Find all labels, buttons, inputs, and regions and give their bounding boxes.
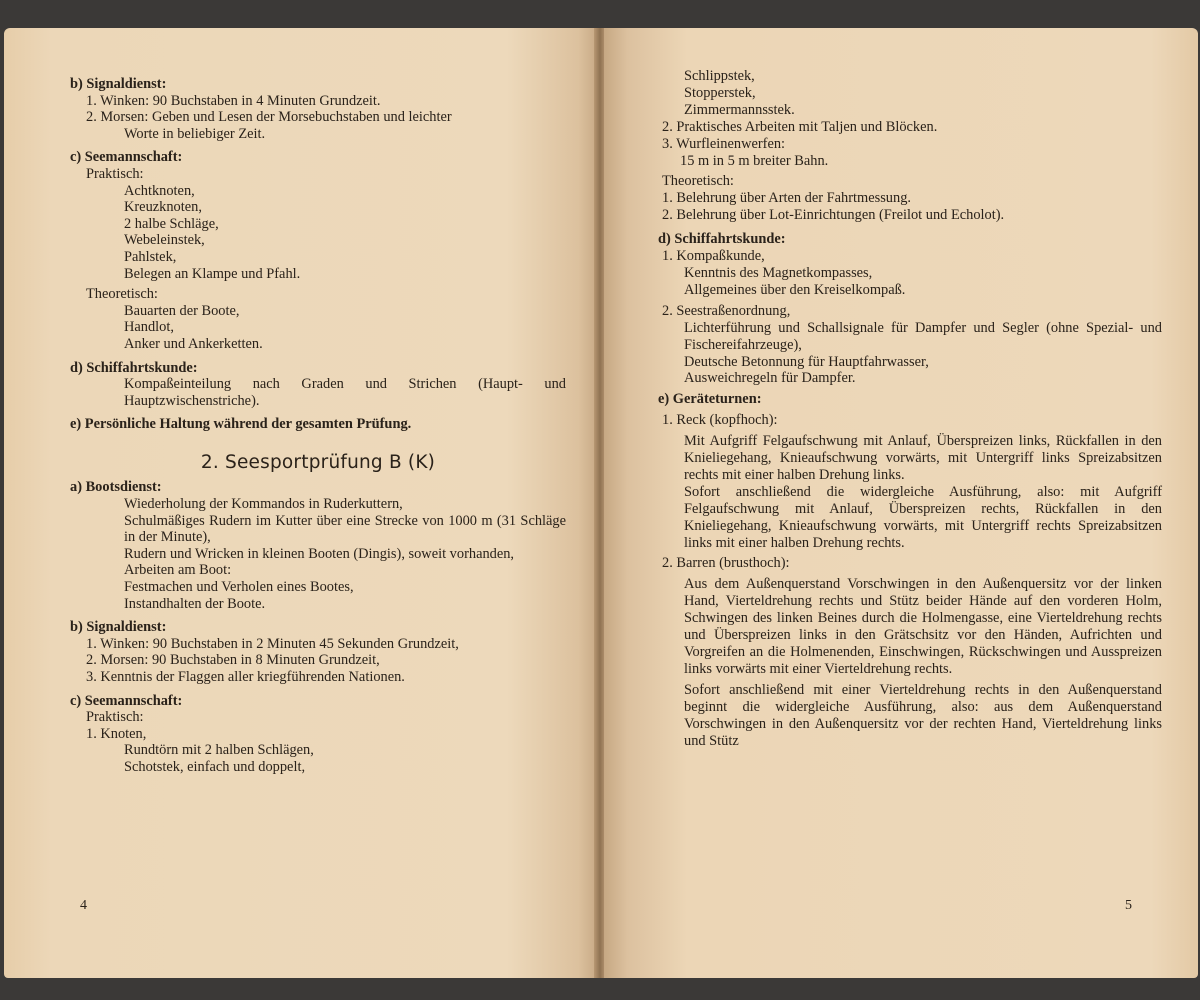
right-page: [604, 28, 1198, 978]
text-line: Sofort anschließend die widergleiche Ausführung, also: mit Aufgriff Felgaufschwung mit Anlauf, Überspreizen rechts, Rückfallen in den Knieliegehang, Knieaufschwung vorwärts, mit Untergriff rechts Spreizabsitzen links mit einer halben Drehung rechts.: [684, 483, 1162, 551]
text-line: Bauarten der Boote,: [124, 302, 240, 319]
text-line: Praktisch:: [86, 709, 144, 726]
text-line: 2. Morsen: 90 Buchstaben in 8 Minuten Grundzeit,: [86, 652, 380, 669]
subsection-title: e) Geräteturnen:: [658, 391, 762, 408]
text-line: Anker und Ankerketten.: [124, 335, 263, 352]
text-line: Arbeiten am Boot:: [124, 562, 232, 579]
text-line: Webeleinstek,: [124, 232, 205, 249]
subsection-title: c) Seemannschaft:: [70, 149, 183, 166]
text-line: Mit Aufgriff Felgaufschwung mit Anlauf, Überspreizen links, Rückfallen in den Knieliegehang, Knieaufschwung vorwärts, mit Untergriff links Spreizabsitzen rechts mit einer halben Drehung links.: [684, 433, 1162, 483]
text-line: Instandhalten der Boote.: [124, 595, 266, 612]
text-line: Rudern und Wricken in kleinen Booten (Dingis), soweit vorhanden,: [124, 545, 515, 562]
subsection-title: b) Signaldienst:: [70, 619, 167, 636]
page-number-left: 4: [80, 898, 87, 913]
section-heading: 2. Seesportprüfung B (K): [200, 451, 436, 473]
left-page-content: [70, 76, 566, 776]
subsection-title: e) Persönliche Haltung während der gesamten Prüfung.: [70, 416, 412, 433]
text-line: Kenntnis des Magnetkompasses,: [684, 264, 873, 281]
text-line: Sofort anschließend mit einer Vierteldrehung rechts in den Außenquerstand beginnt die widergleiche Ausführung, also: aus dem Außenquerstand Vorschwingen in den Außenquersitz vor der rechten Hand, Vierteldrehung links und Stütz: [684, 681, 1162, 749]
text-line: 3. Wurfleinenwerfen:: [662, 135, 786, 152]
right-page-content: [658, 68, 1162, 749]
subsection-title: c) Seemannschaft:: [70, 692, 183, 709]
text-line: Aus dem Außenquerstand Vorschwingen in den Außenquersitz vor der linken Hand, Vierteldrehung rechts und Stütz beider Hände auf den vorderen Holm, Schwingen des linken Beines durch die Holmengasse, eine Vierteldrehung rechts und Überspreizen links in den Grätschsitz vor den Händen, Aufrichten und Vorgreifen an die Holmenenden, Einschwingen, Rückschwingen und Ausspreizen links vorwärts mit einer Vierteldrehung rechts.: [684, 576, 1162, 677]
left-page: [4, 28, 596, 978]
subsection-title: d) Schiffahrtskunde:: [658, 231, 786, 248]
text-line: Schotstek, einfach und doppelt,: [124, 758, 306, 775]
text-line: 1. Reck (kopfhoch):: [662, 412, 778, 429]
subsection-title: a) Bootsdienst:: [70, 479, 162, 496]
text-line: Deutsche Betonnung für Hauptfahrwasser,: [684, 353, 929, 370]
text-line: 1. Winken: 90 Buchstaben in 2 Minuten 45 Sekunden Grundzeit,: [86, 635, 459, 652]
text-line: Stopperstek,: [684, 84, 756, 101]
text-line: Praktisch:: [86, 165, 144, 182]
text-line: 1. Belehrung über Arten der Fahrtmessung.: [662, 190, 911, 207]
text-line: Allgemeines über den Kreiselkompaß.: [684, 281, 906, 298]
text-line: 2. Belehrung über Lot-Einrichtungen (Freilot und Echolot).: [662, 207, 1005, 224]
text-line: Belegen an Klampe und Pfahl.: [124, 265, 301, 282]
text-line: Kreuzknoten,: [124, 199, 202, 216]
subsection-title: d) Schiffahrtskunde:: [70, 359, 198, 376]
text-line: Worte in beliebiger Zeit.: [124, 125, 266, 142]
text-line: 1. Kompaßkunde,: [662, 248, 765, 265]
text-line: 2. Seestraßenordnung,: [662, 302, 791, 319]
text-line: Wiederholung der Kommandos in Ruderkuttern,: [124, 496, 403, 513]
text-line: Schlippstek,: [684, 68, 755, 84]
text-line: 3. Kenntnis der Flaggen aller kriegführenden Nationen.: [86, 669, 405, 685]
page-number-right: 5: [1125, 898, 1132, 913]
text-line: Pahlstek,: [124, 248, 177, 265]
subsection-title: b) Signaldienst:: [70, 76, 167, 92]
text-line: Theoretisch:: [662, 173, 734, 190]
text-line: Lichterführung und Schallsignale für Dampfer und Segler (ohne Spezial- und Fischereifahrzeuge),: [684, 319, 1162, 353]
text-line: Kompaßeinteilung nach Graden und Strichen (Haupt- und Hauptzwischenstriche).: [124, 376, 566, 409]
text-line: 15 m in 5 m breiter Bahn.: [680, 152, 829, 169]
text-line: 2. Barren (brusthoch):: [662, 555, 790, 572]
text-line: Ausweichregeln für Dampfer.: [684, 370, 856, 387]
text-line: Handlot,: [124, 319, 174, 336]
text-line: 1. Winken: 90 Buchstaben in 4 Minuten Grundzeit.: [86, 92, 381, 109]
text-line: Achtknoten,: [124, 182, 195, 199]
text-line: Schulmäßiges Rudern im Kutter über eine Strecke von 1000 m (31 Schläge in der Minute),: [124, 512, 566, 546]
text-line: 2. Morsen: Geben und Lesen der Morsebuchstaben und leichter: [86, 109, 452, 126]
text-line: Rundtörn mit 2 halben Schlägen,: [124, 742, 314, 759]
text-line: Theoretisch:: [86, 286, 158, 303]
text-line: 1. Knoten,: [86, 725, 147, 742]
text-line: 2 halbe Schläge,: [124, 215, 219, 232]
text-line: Zimmermannsstek.: [684, 101, 795, 118]
text-line: 2. Praktisches Arbeiten mit Taljen und Blöcken.: [662, 118, 938, 135]
text-line: Festmachen und Verholen eines Bootes,: [124, 579, 354, 596]
